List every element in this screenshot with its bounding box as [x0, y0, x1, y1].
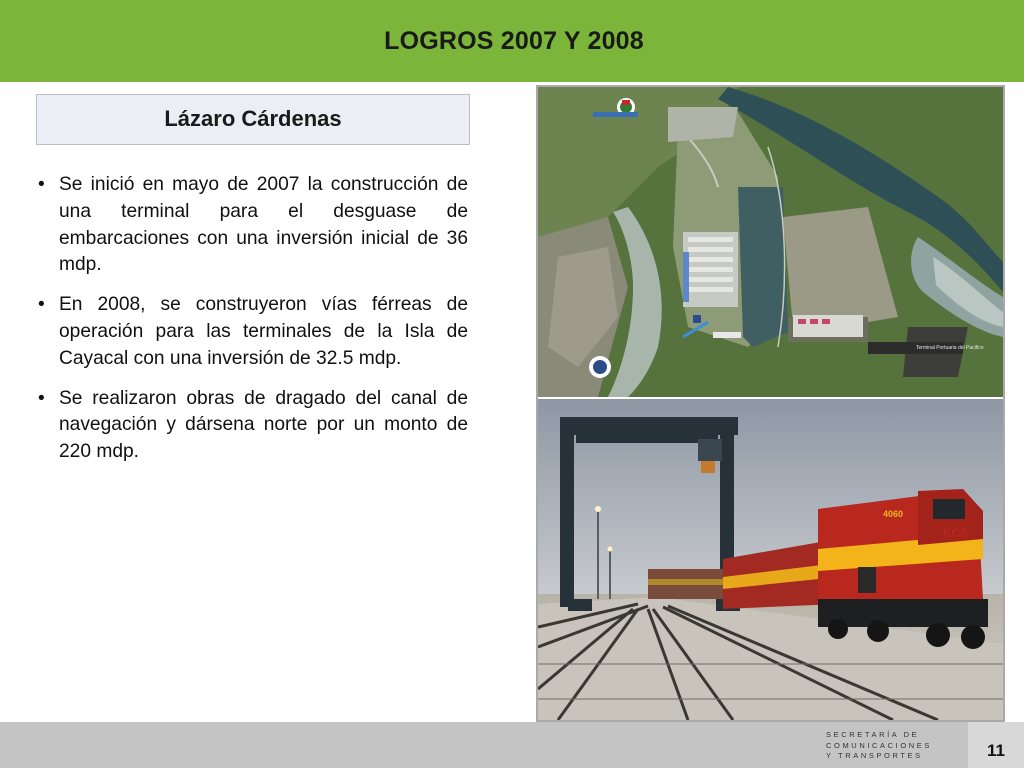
- bullet-item: [38, 386, 468, 466]
- page-number-box: [968, 722, 1024, 768]
- photo-panel: [536, 85, 1005, 722]
- sct-logo-text: [826, 730, 932, 762]
- bullet-text: Se inició en mayo de 2007 la construcción de una terminal para el desguase de embarcaciones con una inversión inicial de 36 mdp.: [59, 174, 468, 276]
- header-bar: [0, 0, 1024, 82]
- svg-text:Terminal Portuaria del Pacific: Terminal Portuaria del Pacifico: [916, 345, 984, 351]
- bullet-icon: •: [38, 174, 45, 195]
- logo-line: SECRETARÍA DE: [826, 730, 920, 739]
- locomotive-photo: [538, 399, 1003, 720]
- bullet-icon: •: [38, 294, 45, 316]
- page-number: 11: [987, 741, 1005, 760]
- logo-line: Y TRANSPORTES: [826, 751, 923, 760]
- aerial-port-photo: [538, 87, 1003, 397]
- slide-title: LOGROS 2007 Y 2008: [384, 27, 644, 55]
- bullet-item: [38, 172, 468, 279]
- bullet-list: [38, 172, 468, 479]
- locomotive-number: 4060: [883, 509, 904, 519]
- bullet-text: En 2008, se construyeron vías férreas de operación para las terminales de la Isla de Cayacal con una inversión de 32.5 mdp.: [59, 294, 468, 369]
- bullet-icon: •: [38, 387, 45, 409]
- subtitle-text: Lázaro Cárdenas: [164, 106, 342, 131]
- subtitle-box: [36, 94, 470, 145]
- bullet-text: Se realizaron obras de dragado del canal de navegación y dársena norte por un monto de 220 mdp.: [59, 387, 468, 463]
- locomotive-brand: KCS: [943, 526, 969, 540]
- bullet-item: [38, 292, 468, 372]
- logo-line: COMUNICACIONES: [826, 740, 932, 750]
